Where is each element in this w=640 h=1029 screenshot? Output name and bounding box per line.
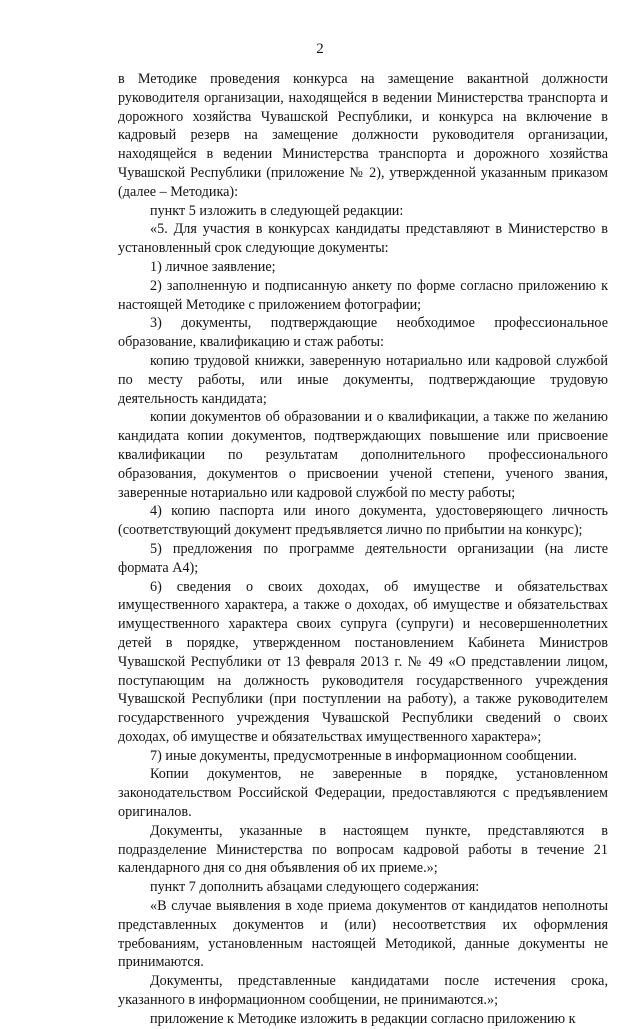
paragraph: 7) иные документы, предусмотренные в информационном сообщении.: [150, 747, 577, 764]
paragraph: «В случае выявления в ходе приема документов от кандидатов неполноты представленных документов и (или) несоответствия их оформления требованиям, установленным настоящей Методикой, данные документы не принимаются.: [118, 898, 608, 971]
paragraph: Копии документов, не заверенные в порядке, установленном законодательством Российской Федерации, предоставляются с предъявлением оригиналов.: [118, 766, 608, 821]
paragraph: Документы, указанные в настоящем пункте, представляются в подразделение Министерства по вопросам кадровой работы в течение 21 календарного дня со дня объявления об их приеме.»;: [118, 822, 608, 877]
paragraph: «5. Для участия в конкурсах кандидаты представляют в Министерство в установленный срок следующие документы:: [118, 221, 608, 257]
paragraph: пункт 7 дополнить абзацами следующего содержания:: [150, 879, 480, 896]
paragraph: приложение к Методике изложить в редакции согласно приложению к: [150, 1010, 576, 1027]
paragraph: в Методике проведения конкурса на замещение вакантной должности руководителя организации, находящейся в ведении Министерства транспорта и дорожного хозяйства Чувашской Республики, и конкурса на включение в кадровый резерв на замещение должности руководителя организации, находящейся в ведении Министерства транспорта и дорожного хозяйства Чувашской Республики (приложение № 2), утвержденной указанным приказом (далее – Методика):: [118, 71, 608, 200]
paragraph: 2) заполненную и подписанную анкету по форме согласно приложению к настоящей Методике с приложением фотографии;: [118, 277, 608, 313]
paragraph: копию трудовой книжки, заверенную нотариально или кадровой службой по месту работы, или иные документы, подтверждающие трудовую деятельность кандидата;: [118, 352, 608, 407]
paragraph: Документы, представленные кандидатами после истечения срока, указанного в информационном сообщении, не принимаются.»;: [118, 973, 608, 1009]
paragraph: 1) личное заявление;: [150, 258, 276, 275]
paragraph: копии документов об образовании и о квалификации, а также по желанию кандидата копии документов, подтверждающих повышение или присвоение квалификации по результатам дополнительного профессионального образования, документов о присвоении ученой степени, ученого звания, заверенные нотариально или кадровой службой по месту работы;: [118, 409, 608, 501]
paragraph: пункт 5 изложить в следующей редакции:: [150, 202, 404, 219]
paragraph: 4) копию паспорта или иного документа, удостоверяющего личность (соответствующий документ предъявляется лично по прибытии на конкурс);: [118, 503, 608, 539]
paragraph: 5) предложения по программе деятельности организации (на листе формата А4);: [118, 540, 608, 576]
page-number: 2: [316, 41, 324, 57]
paragraph: 3) документы, подтверждающие необходимое профессиональное образование, квалификацию и стаж работы:: [118, 315, 608, 351]
paragraph: 6) сведения о своих доходах, об имуществе и обязательствах имущественного характера, а также о доходах, об имуществе и обязательствах имущественного характера своих супруга (супруги) и несовершеннолетних детей в порядке, утвержденном постановлением Кабинета Министров Чувашской Республики от 13 февраля 2013 г. № 49 «О представлении лицом, поступающим на должность руководителя государственного учреждения Чувашской Республики (при поступлении на работу), а также руководителем государственного учреждения Чувашской Республики сведений о своих доходах, об имуществе и обязательствах имущественного характера»;: [118, 578, 608, 745]
document-body: [118, 70, 608, 1029]
